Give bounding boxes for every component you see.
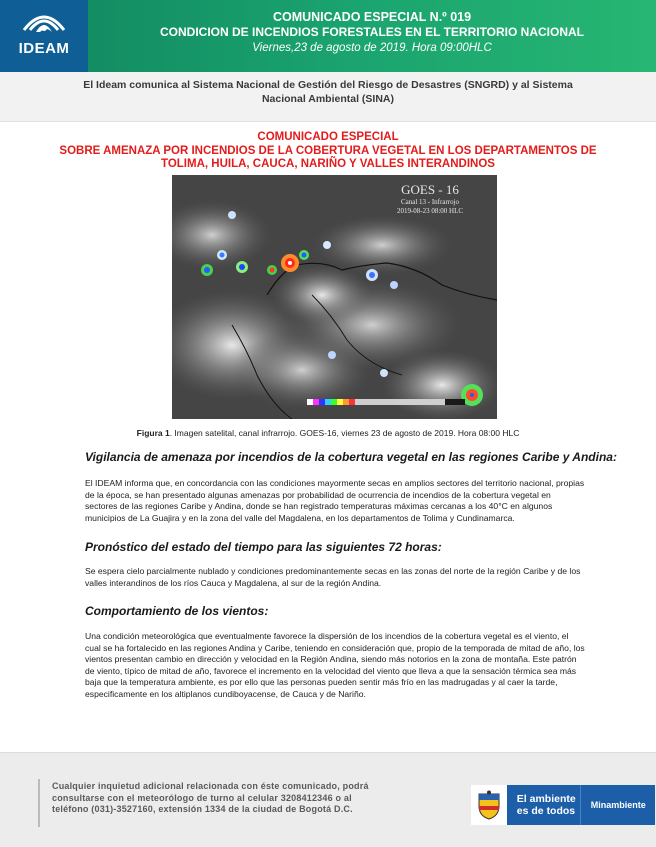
- footer-accent-bar: [38, 779, 40, 827]
- section-body-vigilancia: El IDEAM informa que, en concordancia con las condiciones mayormente secas en amplios sectores del territorio nacional, propias de la época, se han presentado algunas amenazas por probabilidad de ocurrencia de incendios de la cobertura vegetal en sectores de las regiones Caribe y Andina, donde se han registrado temperaturas máximas cercanas a los 40°C en algunos municipios de La Guajira y en la zona del valle del Magdalena, en los departamentos de Tolima y Cundinamarca.: [85, 478, 585, 523]
- government-logo: [471, 785, 655, 825]
- special-title-line1: COMUNICADO ESPECIAL: [257, 131, 399, 143]
- bulletin-number: COMUNICADO ESPECIAL N.º 019: [272, 10, 472, 24]
- ambiente-line2: es de todos: [516, 805, 576, 817]
- figure-caption: [0, 428, 656, 438]
- section-heading-vientos: Comportamiento de los vientos:: [85, 604, 269, 618]
- special-title-line2: SOBRE AMENAZA POR INCENDIOS DE LA COBERTURA VEGETAL EN LOS DEPARTAMENTOS DE: [59, 144, 597, 157]
- satellite-label-datetime: 2019-08-23 08:00 HLC: [396, 207, 464, 215]
- intro-statement: El Ideam comunica al Sistema Nacional de Gestión del Riesgo de Desastres (SNGRD) y al Sistema Nacional Ambiental (SINA): [0, 72, 656, 122]
- satellite-map: [172, 175, 497, 419]
- header-titles: [88, 0, 656, 72]
- ambiente-logo: [507, 785, 581, 825]
- figure-caption-label: Figura 1: [136, 428, 170, 438]
- bulletin-date: Viernes,23 de agosto de 2019. Hora 09:00HLC: [252, 42, 492, 54]
- section-heading-vigilancia: Vigilancia de amenaza por incendios de la cobertura vegetal en las regiones Caribe y Andina:: [85, 450, 617, 464]
- logo-text: IDEAM: [18, 40, 70, 57]
- footer-contact-text: Cualquier inquietud adicional relacionada con éste comunicado, podrá consultarse con el meteorólogo de turno al celular 3208412346 o al teléfono (031)-3527160, extensión 1334 de la ciudad de Bogotá D.C.: [52, 781, 369, 814]
- ideam-wave-icon: [18, 8, 70, 38]
- figure-caption-text: . Imagen satelital, canal infrarrojo. GOES-16, viernes 23 de agosto de 2019. Hora 08:00 HLC: [169, 428, 520, 438]
- coat-of-arms-icon: [471, 785, 507, 825]
- ideam-logo: [0, 0, 88, 72]
- footer: [0, 752, 656, 847]
- header: [0, 0, 656, 72]
- special-title-line3: TOLIMA, HUILA, CAUCA, NARIÑO Y VALLES INTERANDINOS: [161, 158, 495, 170]
- section-body-vientos: Una condición meteorológica que eventualmente favorece la dispersión de los incendios de la cobertura vegetal es el viento, el cual se ha fortalecido en las regiones Andina y Caribe, teniendo en consideración que, propio de la temporada de mitad de año, los vientos presentan cambio en dirección y velocidad en la Región Andina, siendo más notorios en la zona de montaña. Este patrón de viento, típico de mitad de año, favorece el incremento en la velocidad del viento que lleva a que la sensación térmica sea más baja que la temperatura ambiente, es por ello que las personas pueden sentir más frío en las madrugadas y al caer la tarde, especificamente en los altiplanos cundiboyacense, de Cauca y de Nariño.: [85, 631, 585, 699]
- ambiente-line1: El ambiente: [516, 793, 576, 805]
- minambiente-label: Minambiente: [580, 785, 655, 825]
- satellite-label-channel: Canal 13 - Infrarrojo: [400, 198, 460, 206]
- satellite-image: [172, 175, 497, 419]
- satellite-label-name: GOES - 16: [401, 182, 459, 197]
- section-heading-pronostico: Pronóstico del estado del tiempo para las siguientes 72 horas:: [85, 540, 442, 554]
- temperature-color-bar: [307, 399, 465, 405]
- bulletin-title: CONDICION DE INCENDIOS FORESTALES EN EL TERRITORIO NACIONAL: [159, 25, 585, 39]
- section-body-pronostico: Se espera cielo parcialmente nublado y condiciones predominantemente secas en las zonas del norte de la región Caribe y de los valles interandinos de los ríos Cauca y Magdalena, al sur de la región Andina.: [85, 566, 581, 588]
- special-title: [0, 131, 656, 172]
